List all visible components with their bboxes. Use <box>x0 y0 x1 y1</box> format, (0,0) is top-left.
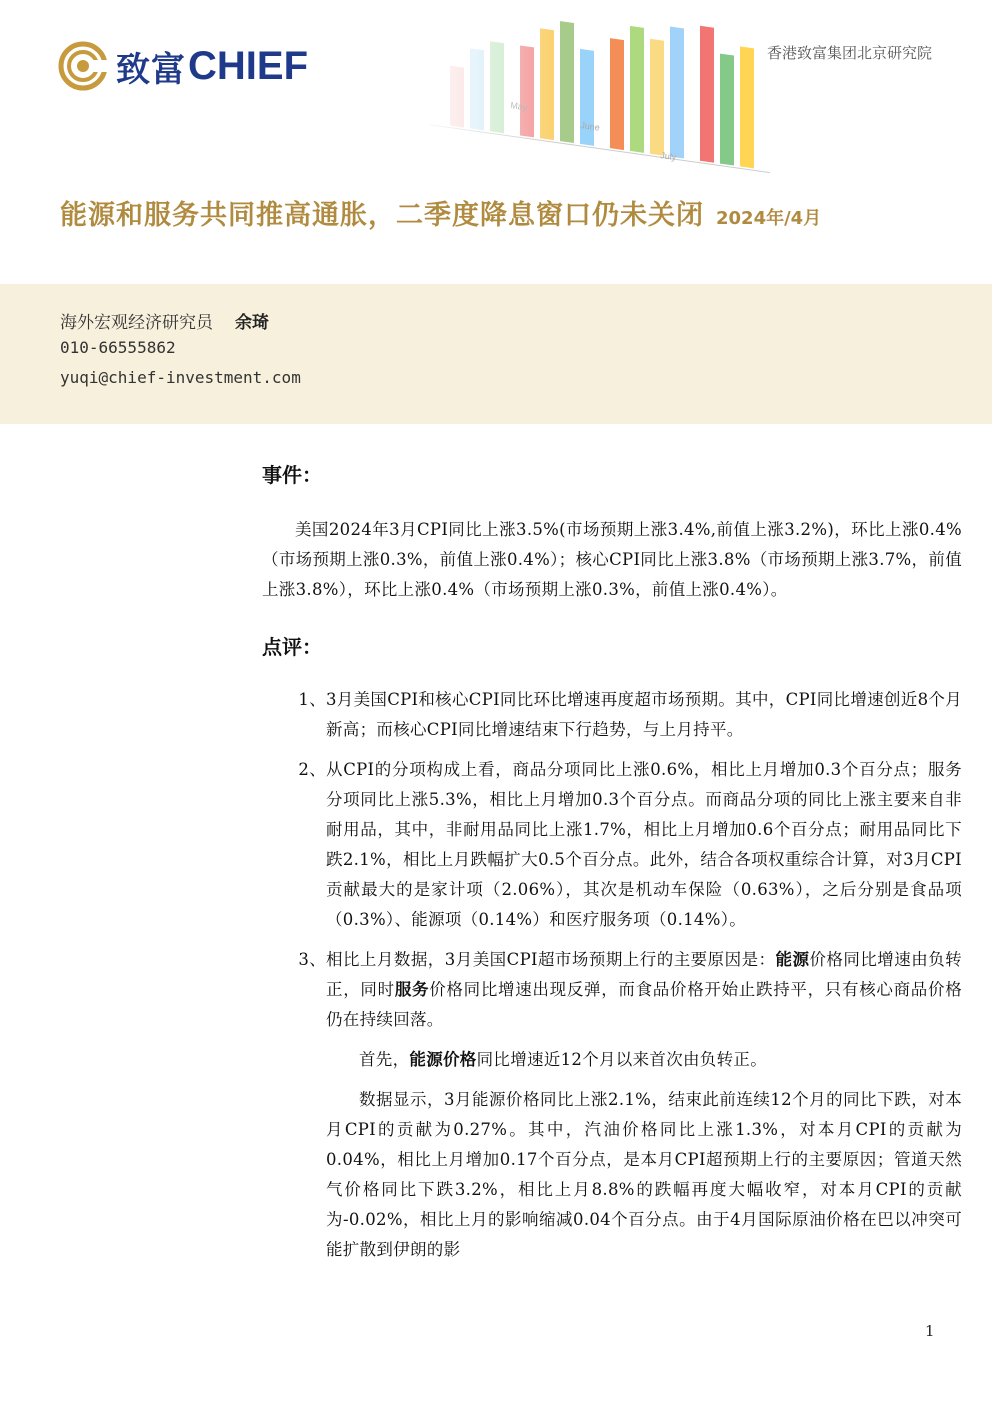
review-item-2 <box>262 755 962 935</box>
author-role-line <box>60 308 269 333</box>
title-main: 能源和服务共同推高通胀，二季度降息窗口仍未关闭 <box>60 200 704 231</box>
report-title <box>60 193 821 232</box>
company-logo <box>58 38 378 94</box>
item-text: 从CPI的分项构成上看，商品分项同比上涨0.6%，相比上月增加0.3个百分点；服务分项同比上涨5.3%，相比上月增加0.3个百分点。而商品分项的同比上涨主要来自非耐用品，其中，非耐用品同比上涨1.7%，相比上月增加0.6个百分点；耐用品同比下跌2.1%，相比上月跌幅扩大0.5个百分点。此外，结合各项权重综合计算，对3月CPI贡献最大的是家计项（2.06%），其次是机动车保险（0.63%），之后分别是食品项（0.3%）、能源项（0.14%）和医疗服务项（0.14%）。 <box>326 760 962 929</box>
text-run: 相比上月数据，3月美国CPI超市场预期上行的主要原因是： <box>326 950 776 969</box>
text-run: 价格同比增速出现反弹，而食品价格开始止跌持平，只有核心商品价格仍在持续回落。 <box>326 980 962 1029</box>
author-name: 余琦 <box>235 313 269 333</box>
review-item-1 <box>262 685 962 745</box>
author-email[interactable]: yuqi@chief-investment.com <box>60 368 301 387</box>
item-text: 3月美国CPI和核心CPI同比环比增速再度超市场预期。其中，CPI同比增速创近8个月新高；而核心CPI同比增速结束下行趋势，与上月持平。 <box>326 690 962 739</box>
institute-name: 香港致富集团北京研究院 <box>766 44 932 62</box>
item-number: 3、 <box>298 950 326 969</box>
report-header <box>0 0 992 284</box>
review-heading: 点评： <box>262 635 322 659</box>
item-number: 1、 <box>298 690 326 709</box>
event-paragraph: 美国2024年3月CPI同比上涨3.5%(市场预期上涨3.4%,前值上涨3.2%)，环比上涨0.4%（市场预期上涨0.3%，前值上涨0.4%）；核心CPI同比上涨3.8%（市场预期上涨3.7%，前值上涨3.8%），环比上涨0.4%（市场预期上涨0.3%，前值上涨0.4%）。 <box>262 520 962 599</box>
text-run: 价格同比增速由负转正，同时 <box>326 950 962 999</box>
author-role: 海外宏观经济研究员 <box>60 313 213 333</box>
author-phone: 010-66555862 <box>60 338 176 357</box>
item-text <box>326 945 962 1035</box>
bold-keyword: 能源价格 <box>409 1050 477 1069</box>
bold-keyword: 能源 <box>775 950 810 969</box>
logo-english-text: CHIEF <box>188 43 308 88</box>
item-number: 2、 <box>298 760 326 779</box>
text-run: 同比增速近12个月以来首次由负转正。 <box>476 1050 768 1069</box>
logo-chinese-text: 致富 <box>116 49 186 90</box>
logo-swirl-icon <box>58 41 108 91</box>
bar-chart-decoration <box>410 0 970 200</box>
event-heading: 事件： <box>262 463 322 487</box>
sub-paragraph-2: 数据显示，3月能源价格同比上涨2.1%，结束此前连续12个月的同比下跌，对本月CPI的贡献为0.27%。其中，汽油价格同比上涨1.3%，对本月CPI的贡献为0.04%，相比上月增加0.17个百分点，是本月CPI超预期上行的主要原因；管道天然气价格同比下跌3.2%，相比上月8.8%的跌幅再度大幅收窄，对本月CPI的贡献为-0.02%，相比上月的影响缩减0.04个百分点。由于4月国际原油价格在巴以冲突可能扩散到伊朗的影 <box>326 1090 962 1259</box>
review-item-3 <box>262 945 962 1035</box>
author-info-box <box>0 284 992 424</box>
report-body <box>262 455 962 1265</box>
bold-keyword: 服务 <box>394 980 430 999</box>
report-date: 2024年/4月 <box>716 208 822 229</box>
sub-paragraph-1 <box>262 1045 962 1075</box>
text-run: 首先， <box>359 1050 410 1069</box>
page-number: 1 <box>925 1322 935 1340</box>
